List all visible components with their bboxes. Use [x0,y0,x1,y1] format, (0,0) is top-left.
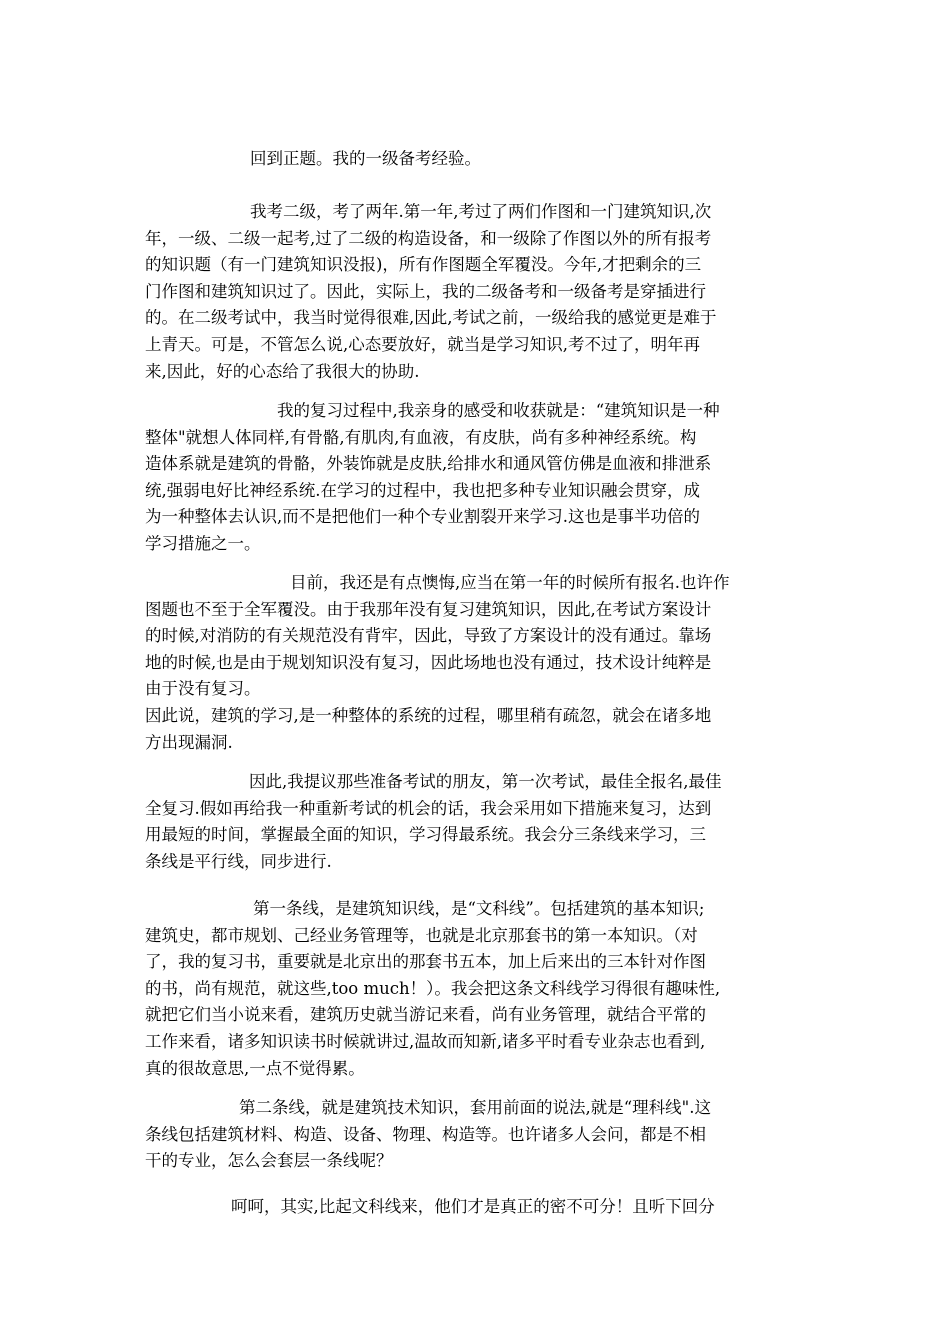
paragraph-intro [145,146,808,173]
text-line: 上青天。可是，不管怎么说,心态要放好，就当是学习知识,考不过了，明年再 [145,334,700,354]
text-line: 门作图和建筑知识过了。因此，实际上，我的二级备考和一级备考是穿插进行 [145,281,706,301]
text-line: 条线是平行线，同步进行. [145,851,332,871]
text-line: 全复习.假如再给我一种重新考试的机会的话，我会采用如下措施来复习，达到 [145,798,712,818]
text-line: 来,因此，好的心态给了我很大的协助. [145,361,420,381]
paragraph-review-process [145,398,808,558]
text-line: 因此,我提议那些准备考试的朋友，第一次考试，最佳全报名,最佳 [249,772,722,791]
text-line: 我考二级，考了两年.第一年,考过了两们作图和一门建筑知识,次 [250,202,712,221]
text-line: 图题也不至于全军覆没。由于我那年没有复习建筑知识，因此,在考试方案设计 [145,599,712,619]
text-line: 造体系就是建筑的骨骼，外装饰就是皮肤,给排水和通风管仿佛是血液和排泄系 [145,454,712,474]
text-line: 年，一级、二级一起考,过了二级的构造设备，和一级除了作图以外的所有报考 [145,228,712,248]
paragraph-first-line [145,896,808,1082]
text-line: 第二条线，就是建筑技术知识，套用前面的说法,就是“理科线".这 [239,1098,712,1117]
text-line: 回到正题。我的一级备考经验。 [250,149,481,168]
paragraph-suggestion [145,769,808,875]
text-line: 地的时候,也是由于规划知识没有复习，因此场地也没有通过，技术设计纯粹是 [145,652,712,672]
paragraph-closing [145,1194,808,1221]
text-line: 真的很故意思,一点不觉得累。 [145,1058,365,1078]
paragraph-regret [145,570,808,756]
text-line: 方出现漏洞. [145,732,233,752]
text-line: 学习措施之一。 [145,533,261,553]
text-line: 干的专业，怎么会套层一条线呢？ [145,1151,393,1171]
text-line: 建筑史，都市规划、己经业务管理等，也就是北京那套书的第一本知识。（对 [145,925,698,945]
text-line: 了，我的复习书，重要就是北京出的那套书五本，加上后来出的三本针对作图 [145,952,706,972]
text-line: 由于没有复习。 [145,679,261,699]
text-line: 条线包括建筑材料、构造、设备、物理、构造等。也许诸多人会问，都是不相 [145,1124,706,1144]
text-line: 用最短的时间，掌握最全面的知识，学习得最系统。我会分三条线来学习，三 [145,825,706,845]
text-line: 为一种整体去认识,而不是把他们一种个专业割裂开来学习.这也是事半功倍的 [145,507,700,527]
text-line: 的知识题（有一门建筑知识没报)，所有作图题全军覆没。今年,才把剩余的三 [145,255,702,275]
text-line: 就把它们当小说来看，建筑历史就当游记来看，尚有业务管理，就结合平常的 [145,1005,706,1025]
text-line: 的时候,对消防的有关规范没有背牢，因此，导致了方案设计的没有通过。靠场 [145,626,712,646]
paragraph-exam-history [145,199,808,385]
text-line: 的书，尚有规范，就这些,too much！）。我会把这条文科线学习得很有趣味性, [145,978,721,998]
text-line: 整体"就想人体同样,有骨骼,有肌肉,有血液，有皮肤，尚有多种神经系统。构 [145,427,697,447]
text-line: 目前，我还是有点懊悔,应当在第一年的时候所有报名.也许作 [290,573,730,592]
text-line: 因此说，建筑的学习,是一种整体的系统的过程，哪里稍有疏忽，就会在诸多地 [145,705,712,725]
text-line: 统,强弱电好比神经系统.在学习的过程中，我也把多种专业知识融会贯穿，成 [145,480,700,500]
text-line: 第一条线，是建筑知识线，是“文科线”。包括建筑的基本知识; [253,899,705,918]
text-line: 我的复习过程中,我亲身的感受和收获就是：“建筑知识是一种 [277,401,720,420]
text-line: 的。在二级考试中，我当时觉得很难,因此,考试之前，一级给我的感觉更是难于 [145,308,717,328]
text-line: 呵呵，其实,比起文科线来，他们才是真正的密不可分！且听下回分 [231,1197,715,1216]
paragraph-second-line [145,1095,808,1175]
text-line: 工作来看，诸多知识读书时候就讲过,温故而知新,诸多平时看专业杂志也看到, [145,1031,706,1051]
